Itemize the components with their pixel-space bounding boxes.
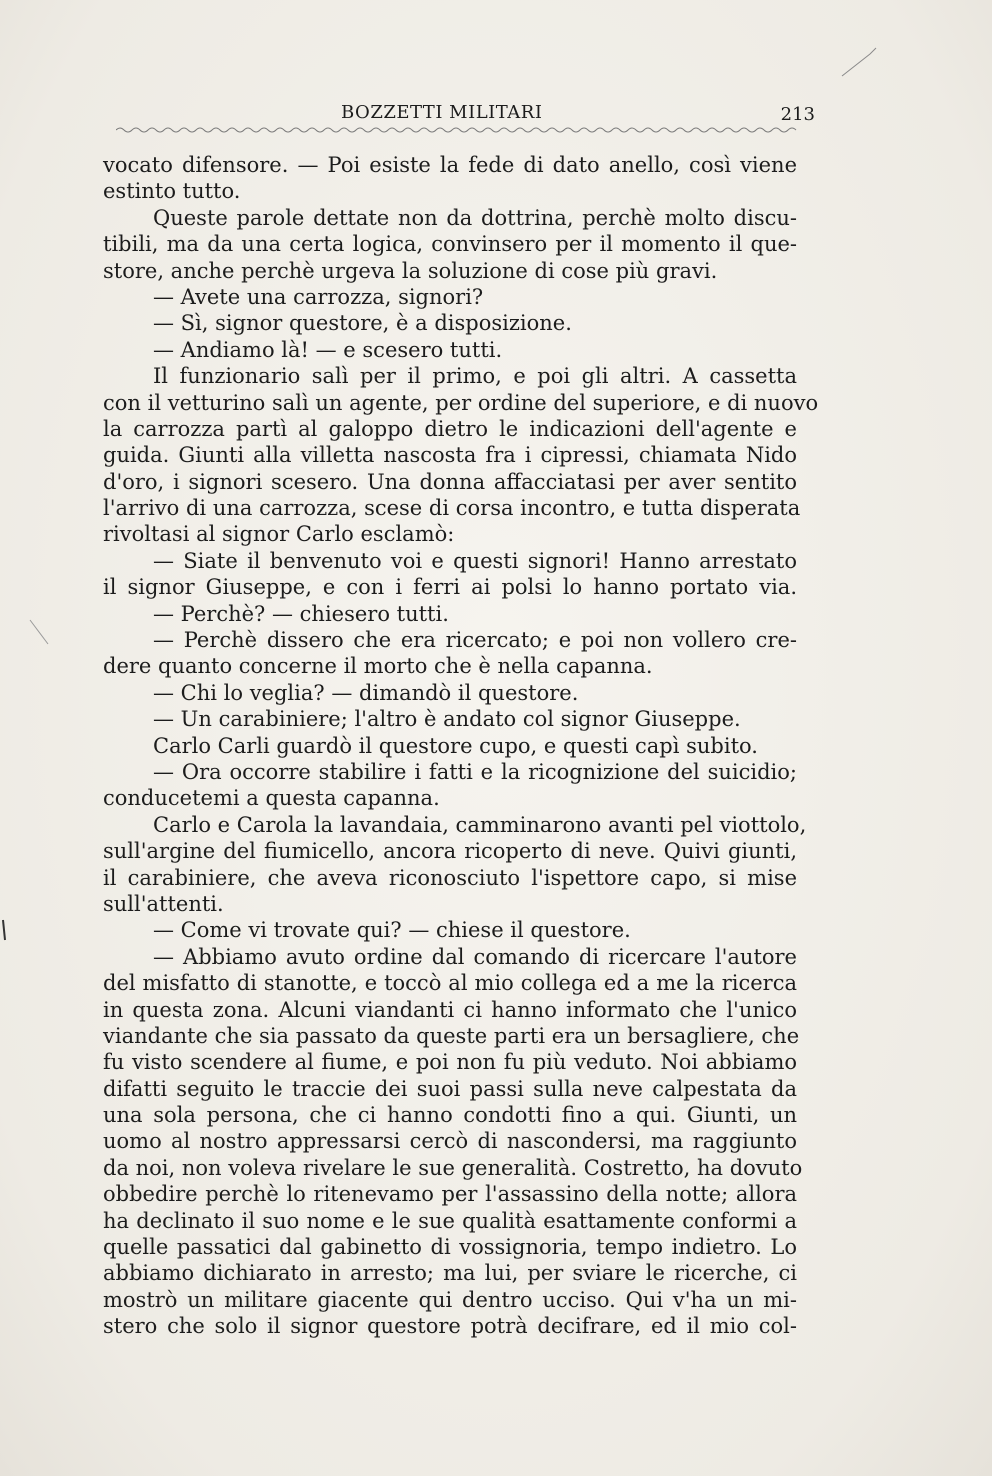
- text-line: Queste parole dettate non da dottrina, perchè molto discu-: [153, 205, 797, 230]
- text-line: conducetemi a questa capanna.: [103, 786, 440, 811]
- text-line: — Andiamo là! — e scesero tutti.: [153, 337, 503, 362]
- text-line: con il vetturino salì un agente, per ordine del superiore, e di nuovo: [103, 390, 819, 415]
- text-line: uomo al nostro appressarsi cercò di nascondersi, ma raggiunto: [103, 1129, 797, 1154]
- text-line: vocato difensore. — Poi esiste la fede di dato anello, così viene: [103, 153, 797, 177]
- text-line: l'arrivo di una carrozza, scese di corsa incontro, e tutta disperata: [103, 496, 801, 521]
- text-line: in questa zona. Alcuni viandanti ci hanno informato che l'unico: [103, 997, 797, 1022]
- text-line: la carrozza partì al galoppo dietro le indicazioni dell'agente e: [103, 416, 797, 441]
- text-line: il carabiniere, che aveva riconosciuto l'ispettore capo, si mise: [103, 865, 797, 890]
- text-line: rivoltasi al signor Carlo esclamò:: [103, 522, 455, 547]
- text-line: — Ora occorre stabilire i fatti e la ricognizione del suicidio;: [153, 759, 797, 784]
- text-line: Il funzionario salì per il primo, e poi gli altri. A cassetta: [153, 364, 797, 389]
- text-line: estinto tutto.: [103, 179, 241, 204]
- text-line: — Come vi trovate qui? — chiese il questore.: [153, 918, 631, 943]
- text-line: ha declinato il suo nome e le sue qualità esattamente conformi a: [103, 1208, 797, 1233]
- text-line: mostrò un militare giacente qui dentro ucciso. Qui v'ha un mi-: [103, 1287, 797, 1312]
- text-line: Carlo Carli guardò il questore cupo, e questi capì subito.: [153, 733, 758, 758]
- page-number: 213: [780, 104, 815, 125]
- text-line: — Chi lo veglia? — dimandò il questore.: [153, 680, 579, 705]
- scan-mark-left: [28, 618, 52, 648]
- text-line: viandante che sia passato da queste parti era un bersagliere, che: [103, 1023, 800, 1048]
- text-line: quelle passatici dal gabinetto di vossignoria, tempo indietro. Lo: [103, 1235, 797, 1260]
- text-line: — Perchè dissero che era ricercato; e poi non vollero cre-: [153, 628, 797, 653]
- text-line: guida. Giunti alla villetta nascosta fra i cipressi, chiamata Nido: [103, 443, 797, 468]
- text-line: — Avete una carrozza, signori?: [153, 284, 484, 309]
- text-line: il signor Giuseppe, e con i ferri ai polsi lo hanno portato via.: [103, 575, 797, 600]
- text-line: — Sì, signor questore, è a disposizione.: [153, 311, 572, 336]
- text-line: obbedire perchè lo ritenevamo per l'assassino della notte; allora: [103, 1182, 797, 1207]
- text-line: Carlo e Carola la lavandaia, camminarono avanti pel viottolo,: [153, 812, 807, 837]
- text-line: abbiamo dichiarato in arresto; ma lui, per sviare le ricerche, ci: [103, 1261, 797, 1286]
- text-line: — Un carabiniere; l'altro è andato col signor Giuseppe.: [153, 707, 741, 732]
- scan-mark-top-right: [840, 40, 880, 80]
- text-line: d'oro, i signori scesero. Una donna affacciatasi per aver sentito: [103, 469, 797, 494]
- running-title: BOZZETTI MILITARI: [341, 102, 543, 123]
- text-line: — Abbiamo avuto ordine dal comando di ricercare l'autore: [153, 944, 797, 969]
- text-line: difatti seguito le traccie dei suoi passi sulla neve calpestata da: [103, 1076, 797, 1101]
- text-line: tibili, ma da una certa logica, convinsero per il momento il que-: [103, 232, 797, 257]
- text-line: del misfatto di stanotte, e toccò al mio collega ed a me la ricerca: [103, 971, 797, 996]
- decorative-wavy-rule: [116, 126, 800, 134]
- text-line: dere quanto concerne il morto che è nella capanna.: [103, 654, 653, 679]
- text-line: — Perchè? — chiesero tutti.: [153, 601, 449, 626]
- text-line: da noi, non voleva rivelare le sue generalità. Costretto, ha dovuto: [103, 1155, 803, 1180]
- text-line: sull'argine del fiumicello, ancora ricoperto di neve. Quivi giunti,: [103, 839, 797, 864]
- text-line: store, anche perchè urgeva la soluzione di cose più gravi.: [103, 258, 718, 283]
- text-line: fu visto scendere al fiume, e poi non fu più veduto. Noi abbiamo: [103, 1050, 797, 1075]
- text-line: — Siate il benvenuto voi e questi signori! Hanno arrestato: [153, 548, 797, 573]
- text-line: sull'attenti.: [103, 891, 224, 916]
- scan-mark-left-edge: [0, 918, 8, 942]
- text-line: una sola persona, che ci hanno condotti fino a qui. Giunti, un: [103, 1103, 797, 1128]
- body-text: [103, 152, 819, 1340]
- text-line: stero che solo il signor questore potrà decifrare, ed il mio col-: [103, 1314, 797, 1339]
